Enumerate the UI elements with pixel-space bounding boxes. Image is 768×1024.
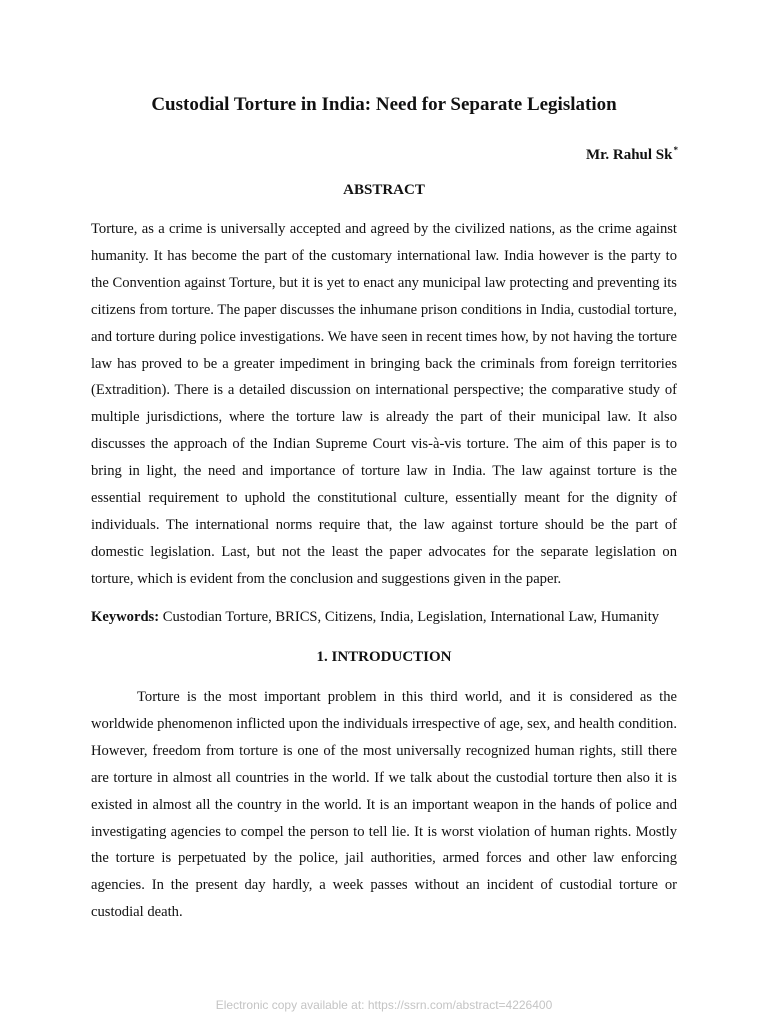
- abstract-paragraph: Torture, as a crime is universally accepted and agreed by the civilized nations, as the crime against humanity. It has become the part of the customary international law. India however is the party to the Convention against Torture, but it is yet to enact any municipal law protecting and preventing its citizens from torture. The paper discusses the inhumane prison conditions in India, custodial torture, and torture during police investigations. We have seen in recent times how, by not having the torture law has proved to be a greater impediment in bringing back the criminals from foreign territories (Extradition). There is a detailed discussion on international perspective; the comparative study of multiple jurisdictions, where the torture law is already the part of their municipal law. It also discusses the approach of the Indian Supreme Court vis-à-vis torture. The aim of this paper is to bring in light, the need and importance of torture law in India. The law against torture is the essential requirement to uphold the constitutional culture, essentially meant for the dignity of individuals. The international norms require that, the law against torture should be the part of domestic legislation. Last, but not the least the paper advocates for the separate legislation on torture, which is evident from the conclusion and suggestions given in the paper.: [91, 221, 677, 587]
- introduction-heading: 1. INTRODUCTION: [316, 649, 452, 665]
- keywords-label: Keywords:: [91, 609, 160, 625]
- author-footnote-mark: *: [673, 145, 678, 155]
- keywords-line: [91, 606, 691, 628]
- introduction-paragraph: Torture is the most important problem in this third world, and it is considered as the worldwide phenomenon inflicted upon the individuals irrespective of age, sex, and health condition. However, freedom from torture is one of the most universally recognized human rights, still there are torture in almost all countries in the world. If we talk about the custodial torture then also it is existed in almost all the country in the world. It is an important weapon in the hands of police and investigating agencies to compel the person to tell lie. It is worst violation of human rights. Mostly the torture is perpetuated by the police, jail authorities, armed forces and other law enforcing agencies. In the present day hardly, a week passes without an incident of custodial torture or custodial death.: [91, 689, 677, 921]
- ssrn-footer-link[interactable]: Electronic copy available at: https://ssrn.com/abstract=4226400: [215, 998, 553, 1012]
- paper-title: Custodial Torture in India: Need for Separate Legislation: [151, 94, 617, 115]
- author-name: Mr. Rahul Sk: [585, 147, 673, 163]
- abstract-heading: ABSTRACT: [343, 182, 425, 198]
- keywords-list: Custodian Torture, BRICS, Citizens, India, Legislation, International Law, Humanity: [162, 609, 660, 625]
- author-line: [586, 140, 678, 165]
